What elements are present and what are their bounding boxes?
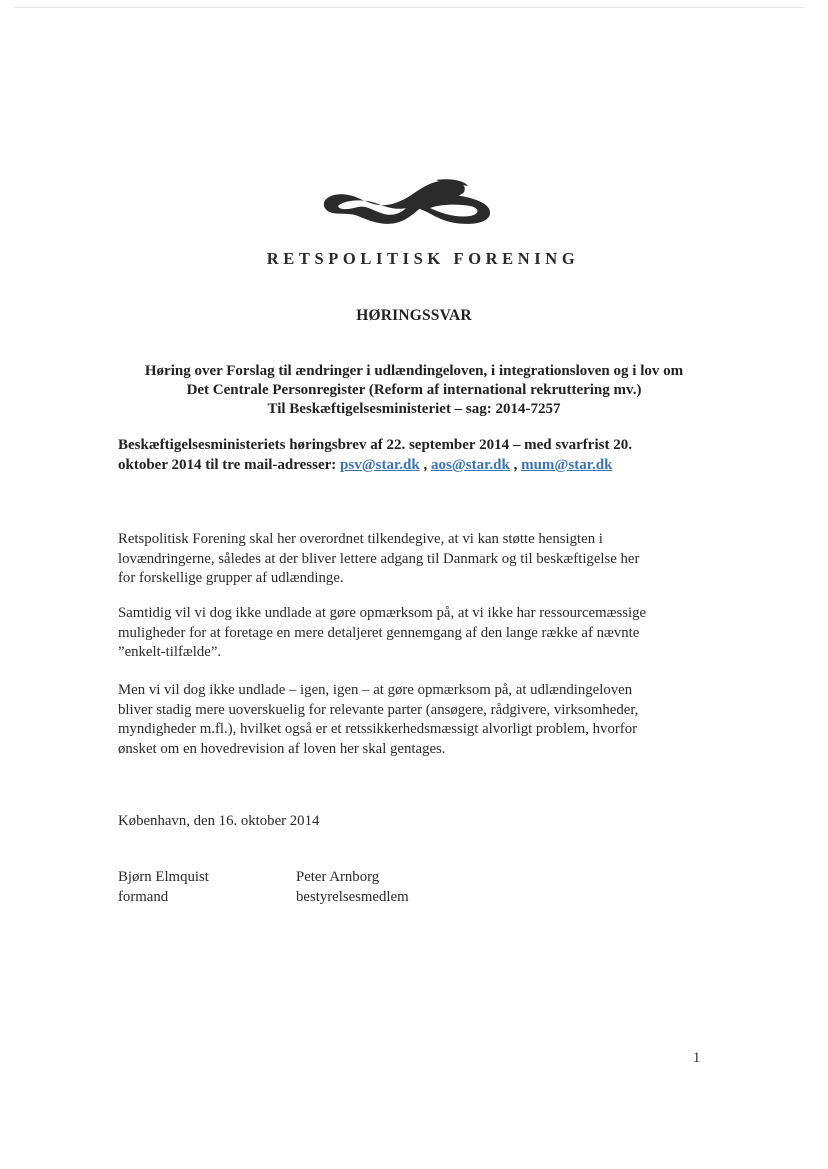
paragraph-line: ønsket om en hovedrevision af loven her skal gentages.	[118, 740, 446, 757]
signatory-name: Peter Arnborg	[296, 869, 380, 885]
email-link-aos[interactable]: aos@star.dk	[430, 456, 510, 473]
scan-edge-line	[14, 7, 804, 8]
organization-name: RETSPOLITISK FORENING	[266, 249, 580, 268]
signatory-name: Bjørn Elmquist	[118, 869, 209, 885]
body-paragraph-2	[118, 604, 718, 663]
subject-line-1: Høring over Forslag til ændringer i udlændingeloven, i integrationsloven og i lov om	[144, 363, 684, 379]
subject-line-2: Det Centrale Personregister (Reform af international rekruttering mv.)	[186, 382, 642, 398]
place-and-date: København, den 16. oktober 2014	[118, 813, 320, 829]
paragraph-line: for forskellige grupper af udlændinge.	[118, 570, 344, 586]
signatory-role: bestyrelsesmedlem	[296, 888, 409, 905]
page-number: 1	[693, 1050, 701, 1066]
paragraph-line: Retspolitisk Forening skal her overordnet tilkendegive, at vi kan støtte hensigten i	[118, 531, 603, 547]
paragraph-line: Samtidig vil vi dog ikke undlade at gøre opmærksom på, at vi ikke har ressourcemæssige	[118, 605, 647, 621]
body-paragraph-3	[118, 681, 718, 759]
document-type-heading: HØRINGSSVAR	[356, 307, 472, 324]
email-link-mum[interactable]: mum@star.dk	[521, 456, 613, 473]
hearing-letter-block	[118, 436, 718, 475]
email-link-psv[interactable]: psv@star.dk	[340, 456, 420, 473]
signatory-2	[296, 868, 409, 907]
infinity-emblem-logo	[318, 178, 496, 230]
hearing-letter-line-2-text: oktober 2014 til tre mail-adresser:	[118, 456, 341, 473]
paragraph-line: Men vi vil dog ikke undlade – igen, igen – at gøre opmærksom på, at udlændingeloven	[118, 682, 633, 698]
paragraph-line: bliver stadig mere uoverskuelig for relevante parter (ansøgere, rådgivere, virksomheder,	[118, 701, 639, 718]
body-paragraph-1	[118, 530, 718, 589]
email-separator: ,	[509, 456, 522, 473]
paragraph-line: lovændringerne, således at der bliver lettere adgang til Danmark og til beskæftigelse her	[118, 550, 640, 567]
paragraph-line: myndigheder m.fl.), hvilket også er et retssikkerhedsmæssigt alvorligt problem, hvorfor	[118, 721, 638, 737]
paragraph-line: ”enkelt-tilfælde”.	[118, 644, 222, 660]
subject-block	[100, 362, 728, 419]
email-separator: ,	[419, 456, 431, 473]
paragraph-line: muligheder for at foretage en mere detaljeret gennemgang af den lange række af nævnte	[118, 624, 640, 641]
signatory-1	[118, 868, 209, 907]
hearing-letter-line-1: Beskæftigelsesministeriets høringsbrev af 22. september 2014 – med svarfrist 20.	[118, 437, 632, 453]
subject-line-3: Til Beskæftigelsesministeriet – sag: 2014-7257	[267, 401, 561, 417]
signatory-role: formand	[118, 888, 169, 905]
hearing-letter-line-2	[118, 456, 718, 476]
